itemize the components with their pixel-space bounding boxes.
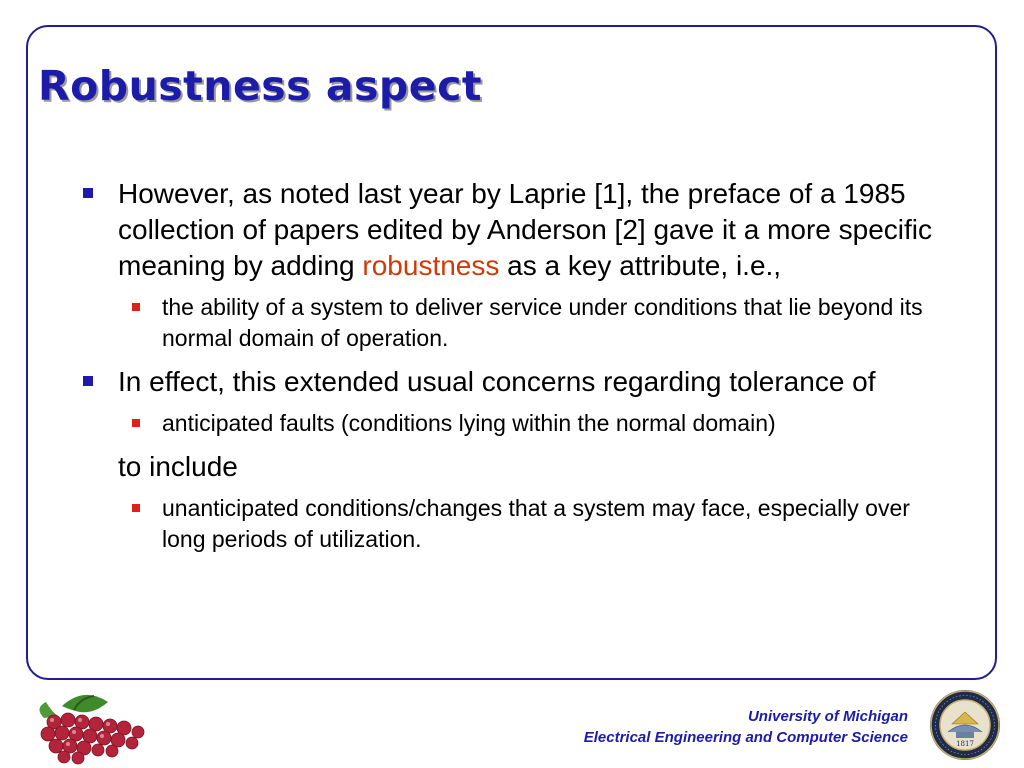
- bullet-text-end: as a key attribute, i.e.,: [499, 250, 782, 281]
- footer-university: University of Michigan: [747, 708, 908, 725]
- slide-body: [80, 176, 950, 555]
- sub-bullet-item: [118, 493, 950, 555]
- bullet-text: However, as noted last year by Laprie [1], the preface of a 1985 collection of papers edited by Anderson [2] gave it a more specific meaning by adding: [118, 178, 933, 281]
- slide-title: Robustness aspect: [38, 62, 482, 110]
- footer-department: Electrical Engineering and Computer Science: [583, 729, 908, 746]
- sub-bullet-item: [118, 408, 950, 439]
- bullet-text: In effect, this extended usual concerns regarding tolerance of: [118, 366, 876, 397]
- grapes-logo-icon: [24, 688, 164, 766]
- bullet-item: [80, 176, 950, 284]
- highlight-text: robustness: [362, 250, 500, 281]
- sub-bullet-text: unanticipated conditions/changes that a system may face, especially over long periods of utilization.: [162, 495, 910, 552]
- bullet-item: [80, 364, 950, 400]
- square-bullet-icon: [83, 188, 93, 198]
- square-bullet-icon: [83, 376, 93, 386]
- sub-bullet-text: anticipated faults (conditions lying within the normal domain): [162, 410, 776, 436]
- square-bullet-icon: [132, 303, 140, 311]
- sub-bullet-text: the ability of a system to deliver service under conditions that lie beyond its normal domain of operation.: [162, 294, 923, 351]
- square-bullet-icon: [132, 419, 140, 427]
- sub-bullet-item: [118, 292, 950, 354]
- university-seal-icon: [928, 688, 1002, 762]
- footer: [584, 706, 908, 748]
- square-bullet-icon: [132, 504, 140, 512]
- seal-year: 1817: [956, 740, 974, 748]
- continuation-text: to include: [118, 451, 238, 482]
